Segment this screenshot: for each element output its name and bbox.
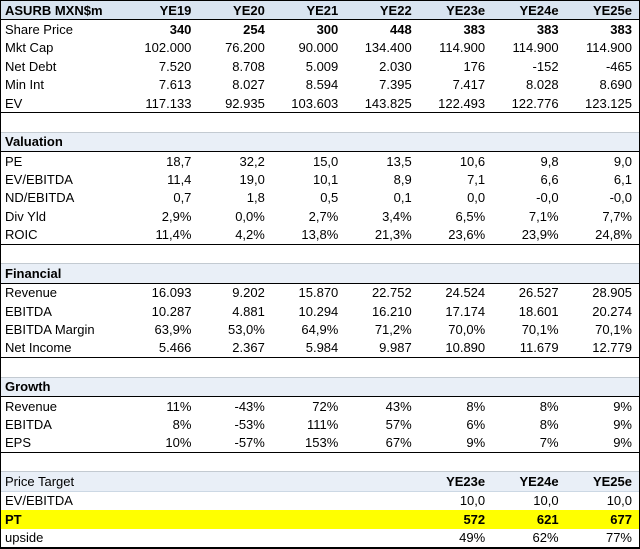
section-title: Growth — [5, 379, 51, 395]
cell-value: -152 — [532, 58, 559, 74]
row-label: ROIC — [5, 227, 38, 243]
cell-value: 7.613 — [158, 77, 192, 93]
cell-value: 53,0% — [227, 322, 265, 338]
cell-value: 10,0 — [606, 493, 632, 509]
section-title: Valuation — [5, 134, 63, 150]
column-header: YE22 — [379, 2, 412, 18]
table-row — [1, 492, 639, 510]
cell-value: 8% — [539, 398, 559, 414]
cell-value: 10,6 — [459, 153, 486, 169]
cell-value: 21,3% — [374, 227, 412, 243]
cell-value: 383 — [536, 22, 559, 38]
cell-value: 19,0 — [239, 172, 265, 188]
row-label: EBITDA — [5, 416, 52, 432]
cell-value: 13,5 — [386, 153, 412, 169]
cell-value: 2,9% — [161, 208, 192, 224]
cell-value: 0,7 — [173, 190, 192, 206]
table-row — [1, 415, 639, 433]
price-target-title: Price Target — [5, 474, 75, 490]
row-label: PT — [5, 511, 22, 527]
cell-value: 6% — [466, 416, 486, 432]
cell-value: 572 — [463, 511, 486, 527]
cell-value: 62% — [532, 530, 559, 546]
cell-value: -0,0 — [609, 190, 632, 206]
cell-value: 7.520 — [158, 58, 192, 74]
table-row — [1, 39, 639, 57]
cell-value: 9% — [613, 435, 632, 451]
cell-value: 28.905 — [592, 285, 632, 301]
column-header: YE21 — [306, 2, 339, 18]
cell-value: 7,1 — [467, 172, 486, 188]
cell-value: 24,8% — [595, 227, 632, 243]
cell-value: 8% — [466, 398, 486, 414]
cell-value: 7.395 — [379, 77, 412, 93]
cell-value: 64,9% — [301, 322, 339, 338]
row-label: upside — [5, 530, 44, 546]
row-label: ND/EBITDA — [5, 190, 75, 206]
cell-value: 143.825 — [364, 95, 412, 111]
cell-value: 15,0 — [312, 153, 339, 169]
column-header: YE23e — [446, 2, 486, 18]
column-header: YE20 — [233, 2, 265, 18]
table-row — [1, 94, 639, 113]
cell-value: 70,1% — [521, 322, 559, 338]
table-row — [1, 397, 639, 415]
cell-value: 134.400 — [364, 40, 412, 56]
cell-value: 122.776 — [511, 95, 559, 111]
cell-value: 9,0 — [613, 153, 632, 169]
cell-value: 8.594 — [305, 77, 339, 93]
table-row — [1, 529, 639, 547]
cell-value: 102.000 — [144, 40, 192, 56]
cell-value: 8% — [172, 416, 192, 432]
cell-value: 10,1 — [312, 172, 339, 188]
cell-value: 20.274 — [592, 303, 632, 319]
section-header-row — [1, 377, 639, 397]
cell-value: 43% — [385, 398, 412, 414]
cell-value: 383 — [610, 22, 632, 38]
column-header: YE25e — [592, 2, 632, 18]
cell-value: 8.708 — [232, 58, 265, 74]
column-header: YE23e — [446, 474, 486, 490]
column-header: YE19 — [159, 2, 192, 18]
section-header-row — [1, 132, 639, 152]
cell-value: 7% — [539, 435, 559, 451]
cell-value: 2,7% — [308, 208, 339, 224]
cell-value: 7,1% — [528, 208, 559, 224]
cell-value: 7.417 — [452, 77, 486, 93]
column-header: YE24e — [519, 474, 559, 490]
cell-value: 383 — [463, 22, 486, 38]
row-label: Mkt Cap — [5, 40, 54, 56]
table-row — [1, 284, 639, 302]
row-label: Revenue — [5, 398, 58, 414]
table-row — [1, 170, 639, 188]
cell-value: 70,0% — [448, 322, 486, 338]
cell-value: 677 — [610, 511, 632, 527]
cell-value: 300 — [316, 22, 339, 38]
row-label: Share Price — [5, 22, 73, 38]
cell-value: 8.690 — [599, 77, 632, 93]
cell-value: 8,9 — [393, 172, 412, 188]
row-label: EBITDA — [5, 303, 52, 319]
cell-value: 12.779 — [592, 340, 632, 356]
table-row — [1, 339, 639, 358]
cell-value: 90.000 — [298, 40, 339, 56]
cell-value: 11% — [166, 398, 192, 414]
cell-value: 123.125 — [585, 95, 632, 111]
row-label: EV/EBITDA — [5, 172, 73, 188]
cell-value: 0,1 — [393, 190, 412, 206]
cell-value: 0,0 — [467, 190, 486, 206]
cell-value: 10,0 — [459, 493, 486, 509]
cell-value: 92.935 — [225, 95, 265, 111]
table-row — [1, 320, 639, 338]
cell-value: 22.752 — [371, 285, 412, 301]
cell-value: 153% — [305, 435, 339, 451]
spacer-row — [1, 113, 639, 131]
cell-value: 9% — [613, 398, 632, 414]
cell-value: 17.174 — [445, 303, 486, 319]
table-title: ASURB MXN$m — [5, 2, 103, 18]
row-label: EV — [5, 95, 23, 111]
cell-value: 2.367 — [232, 340, 265, 356]
cell-value: 71,2% — [374, 322, 412, 338]
cell-value: 9.987 — [379, 340, 412, 356]
cell-value: 254 — [243, 22, 265, 38]
cell-value: 10% — [165, 435, 192, 451]
cell-value: 4.881 — [232, 303, 265, 319]
cell-value: 111% — [306, 416, 339, 432]
cell-value: 448 — [390, 22, 412, 38]
cell-value: 11.679 — [519, 340, 559, 356]
cell-value: 8.027 — [232, 77, 265, 93]
cell-value: 176 — [463, 58, 486, 74]
table-row — [1, 510, 639, 528]
cell-value: -43% — [234, 398, 265, 414]
cell-value: 122.493 — [438, 95, 486, 111]
cell-value: 5.009 — [305, 58, 339, 74]
cell-value: 11,4 — [167, 172, 192, 188]
cell-value: 13,8% — [301, 227, 339, 243]
cell-value: 6,6 — [540, 172, 559, 188]
row-label: EV/EBITDA — [5, 493, 73, 509]
cell-value: 23,9% — [521, 227, 559, 243]
cell-value: 49% — [459, 530, 486, 546]
section-header-row — [1, 263, 639, 283]
cell-value: 67% — [385, 435, 412, 451]
cell-value: 3,4% — [382, 208, 412, 224]
row-label: Revenue — [5, 285, 58, 301]
spacer-row — [1, 358, 639, 376]
cell-value: 4,2% — [235, 227, 265, 243]
cell-value: 18,7 — [166, 153, 192, 169]
row-label: Div Yld — [5, 208, 46, 224]
cell-value: 8% — [539, 416, 559, 432]
table-row — [1, 76, 639, 94]
cell-value: 10,0 — [533, 493, 559, 509]
table-row — [1, 57, 639, 75]
spacer-row — [1, 245, 639, 263]
table-row — [1, 152, 639, 170]
row-label: PE — [5, 153, 23, 169]
cell-value: 114.900 — [439, 40, 486, 56]
cell-value: -465 — [605, 58, 632, 74]
cell-value: 5.466 — [158, 340, 192, 356]
cell-value: 72% — [312, 398, 339, 414]
cell-value: 77% — [605, 530, 632, 546]
cell-value: 0,5 — [320, 190, 339, 206]
cell-value: 0,0% — [235, 208, 265, 224]
table-header-row — [1, 1, 639, 20]
row-label: Net Debt — [5, 58, 57, 74]
cell-value: 9% — [466, 435, 486, 451]
cell-value: 32,2 — [239, 153, 265, 169]
table-row — [1, 302, 639, 320]
row-label: Net Income — [5, 340, 72, 356]
cell-value: 16.093 — [151, 285, 192, 301]
cell-value: 114.900 — [585, 40, 632, 56]
table-row — [1, 207, 639, 225]
cell-value: 621 — [536, 511, 559, 527]
cell-value: 2.030 — [379, 58, 412, 74]
row-label: Min Int — [5, 77, 45, 93]
cell-value: 10.287 — [151, 303, 192, 319]
cell-value: 114.900 — [512, 40, 559, 56]
cell-value: 9% — [613, 416, 632, 432]
table-row — [1, 189, 639, 207]
cell-value: -57% — [234, 435, 265, 451]
column-header: YE24e — [519, 2, 559, 18]
price-target-header-row — [1, 471, 639, 491]
table-row — [1, 226, 639, 245]
cell-value: 70,1% — [595, 322, 632, 338]
cell-value: 26.527 — [518, 285, 559, 301]
table-row — [1, 434, 639, 453]
cell-value: 117.133 — [145, 95, 192, 111]
cell-value: 9,8 — [540, 153, 559, 169]
row-label: EPS — [5, 435, 32, 451]
cell-value: 18.601 — [518, 303, 559, 319]
cell-value: 24.524 — [445, 285, 486, 301]
cell-value: 103.603 — [291, 95, 339, 111]
cell-value: -0,0 — [536, 190, 559, 206]
spacer-row — [1, 453, 639, 471]
cell-value: 6,5% — [455, 208, 486, 224]
cell-value: 7,7% — [602, 208, 632, 224]
cell-value: 5.984 — [305, 340, 339, 356]
cell-value: 11,4% — [155, 227, 192, 243]
cell-value: 23,6% — [448, 227, 486, 243]
cell-value: 8.028 — [526, 77, 559, 93]
cell-value: 10.890 — [445, 340, 486, 356]
cell-value: 76.200 — [225, 40, 265, 56]
cell-value: 57% — [385, 416, 412, 432]
cell-value: 340 — [169, 22, 192, 38]
cell-value: 15.870 — [298, 285, 339, 301]
row-label: EBITDA Margin — [5, 322, 95, 338]
column-header: YE25e — [592, 474, 632, 490]
table-row — [1, 20, 639, 38]
cell-value: 10.294 — [298, 303, 339, 319]
cell-value: 6,1 — [613, 172, 632, 188]
cell-value: 63,9% — [154, 322, 192, 338]
cell-value: -53% — [234, 416, 265, 432]
section-title: Financial — [5, 265, 62, 281]
cell-value: 16.210 — [371, 303, 412, 319]
cell-value: 1,8 — [246, 190, 265, 206]
cell-value: 9.202 — [232, 285, 265, 301]
